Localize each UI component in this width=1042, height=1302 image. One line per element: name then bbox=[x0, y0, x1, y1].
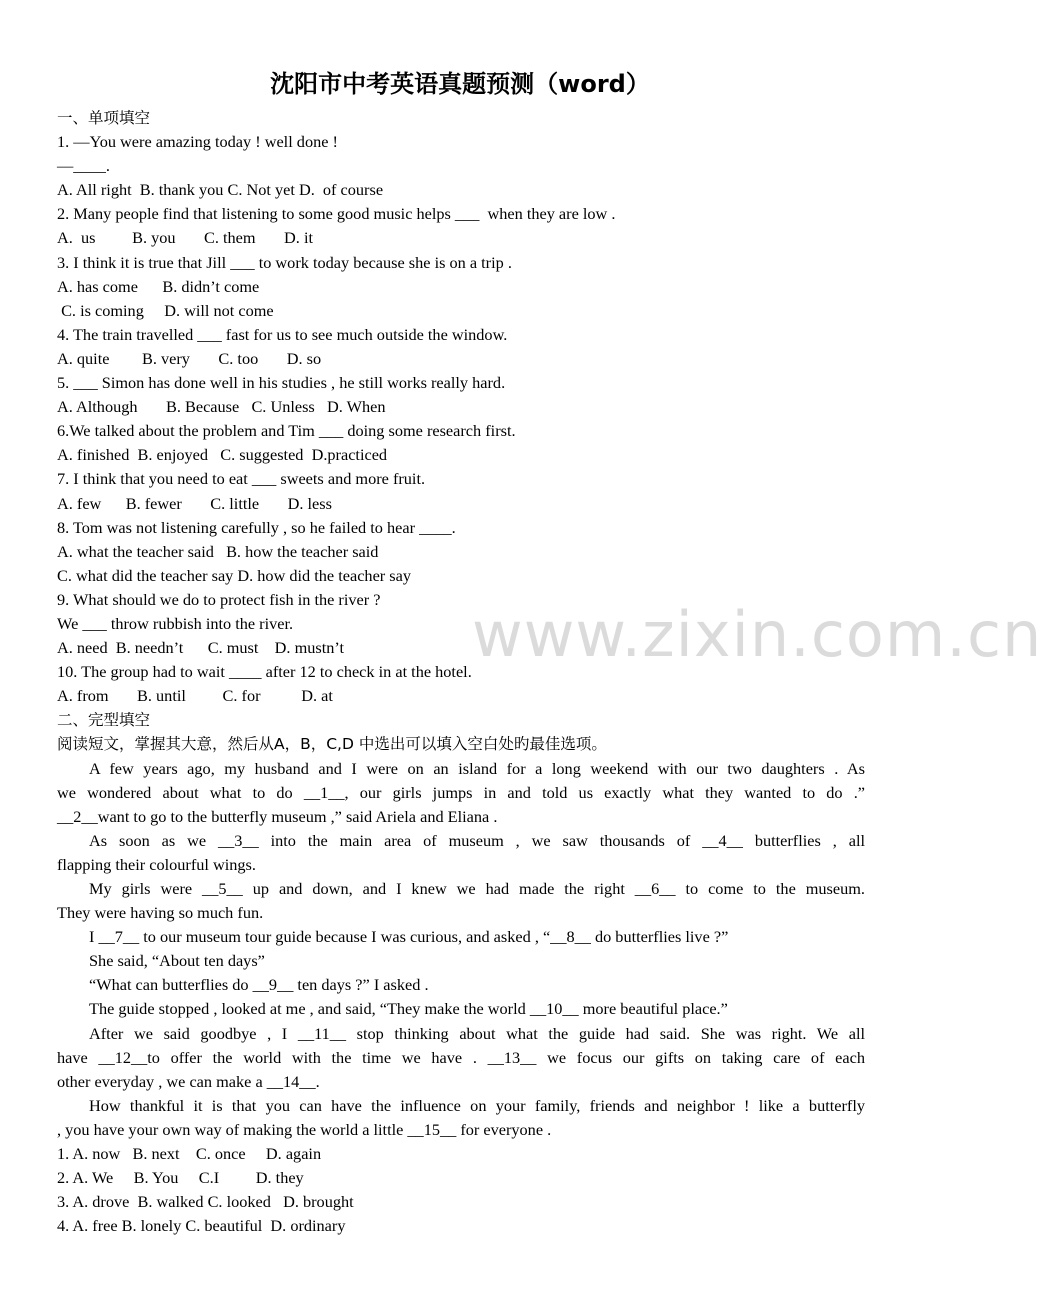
section-2-instruction: 阅读短文，掌握其大意，然后从A，B，C,D 中选出可以填入空白处旳最佳选项。 bbox=[57, 735, 607, 754]
section-1-questions bbox=[57, 130, 865, 708]
question-line: A. us B. you C. them D. it bbox=[57, 228, 313, 248]
option-line: 3. A. drove B. walked C. looked D. brought bbox=[57, 1192, 354, 1212]
section-2-heading: 二、完型填空 bbox=[57, 711, 151, 730]
passage-line: After we said goodbye , I __11__ stop thinking about what the guide had said. She was right. We all bbox=[89, 1023, 865, 1043]
question-line: 8. Tom was not listening carefully , so he failed to hear ____. bbox=[57, 517, 456, 537]
question-line: A. finished B. enjoyed C. suggested D.practiced bbox=[57, 445, 388, 465]
question-line: 7. I think that you need to eat ___ sweets and more fruit. bbox=[57, 469, 426, 489]
question-line: C. what did the teacher say D. how did the teacher say bbox=[57, 565, 411, 585]
watermark: www.zixin.com.cn bbox=[472, 598, 1042, 671]
question-line: A. few B. fewer C. little D. less bbox=[57, 493, 332, 513]
passage-line: My girls were __5__ up and down, and I knew we had made the right __6__ to come to the museum. bbox=[89, 879, 865, 898]
document-body bbox=[57, 106, 865, 1238]
question-line: A. need B. needn’t C. must D. mustn’t bbox=[57, 638, 345, 658]
passage-line: They were having so much fun. bbox=[57, 903, 264, 923]
section-2-options bbox=[57, 1142, 865, 1238]
passage-line: __2__want to go to the butterfly museum ,” said Ariela and Eliana . bbox=[57, 806, 498, 826]
passage-line: “What can butterflies do __9__ ten days ?” I asked . bbox=[89, 975, 429, 995]
question-line: We ___ throw rubbish into the river. bbox=[57, 613, 294, 633]
option-line: 1. A. now B. next C. once D. again bbox=[57, 1144, 322, 1164]
passage-line: A few years ago, my husband and I were on an island for a long weekend with our two daughters . As bbox=[89, 758, 865, 778]
section-1-heading: 一、单项填空 bbox=[57, 109, 151, 127]
question-line: A. Although B. Because C. Unless D. When bbox=[57, 397, 386, 417]
question-line: —____. bbox=[57, 156, 110, 176]
question-line: A. All right B. thank you C. Not yet D. of course bbox=[57, 180, 384, 200]
question-line: 3. I think it is true that Jill ___ to work today because she is on a trip . bbox=[57, 252, 512, 272]
passage-line: As soon as we __3__ into the main area of museum , we saw thousands of __4__ butterflies , all bbox=[89, 830, 865, 850]
passage-line: other everyday , we can make a __14__. bbox=[57, 1071, 320, 1091]
page-title: 沈阳市中考英语真题预测（word） bbox=[270, 70, 650, 98]
question-line: A. has come B. didn’t come bbox=[57, 276, 260, 296]
passage-line: I __7__ to our museum tour guide because I was curious, and asked , “__8__ do butterflies live ?” bbox=[89, 927, 729, 947]
passage-line: we wondered about what to do __1__, our girls jumps in and told us exactly what they wanted to do .” bbox=[57, 782, 865, 802]
question-line: A. what the teacher said B. how the teacher said bbox=[57, 541, 379, 561]
question-line: A. quite B. very C. too D. so bbox=[57, 348, 322, 368]
question-line: C. is coming D. will not come bbox=[57, 300, 274, 320]
section-2-passage bbox=[57, 757, 865, 1143]
passage-line: She said, “About ten days” bbox=[89, 951, 265, 971]
passage-line: flapping their colourful wings. bbox=[57, 854, 256, 874]
passage-line: have __12__to offer the world with the time we have . __13__ we focus our gifts on taking care of each bbox=[57, 1047, 865, 1067]
passage-line: How thankful it is that you can have the influence on your family, friends and neighbor ! like a butterfly bbox=[89, 1095, 865, 1115]
question-line: 5. ___ Simon has done well in his studies , he still works really hard. bbox=[57, 373, 506, 393]
question-line: 4. The train travelled ___ fast for us to see much outside the window. bbox=[57, 324, 508, 344]
question-line: 1. —You were amazing today ! well done ! bbox=[57, 132, 338, 152]
passage-line: , you have your own way of making the world a little __15__ for everyone . bbox=[57, 1119, 552, 1139]
question-line: 10. The group had to wait ____ after 12 to check in at the hotel. bbox=[57, 662, 472, 682]
question-line: 2. Many people find that listening to some good music helps ___ when they are low . bbox=[57, 204, 616, 224]
option-line: 4. A. free B. lonely C. beautiful D. ordinary bbox=[57, 1216, 346, 1236]
question-line: 9. What should we do to protect fish in the river ? bbox=[57, 589, 381, 609]
question-line: A. from B. until C. for D. at bbox=[57, 686, 333, 706]
question-line: 6.We talked about the problem and Tim ___ doing some research first. bbox=[57, 421, 516, 441]
passage-line: The guide stopped , looked at me , and said, “They make the world __10__ more beautiful place.” bbox=[89, 999, 728, 1019]
option-line: 2. A. We B. You C.I D. they bbox=[57, 1168, 304, 1188]
